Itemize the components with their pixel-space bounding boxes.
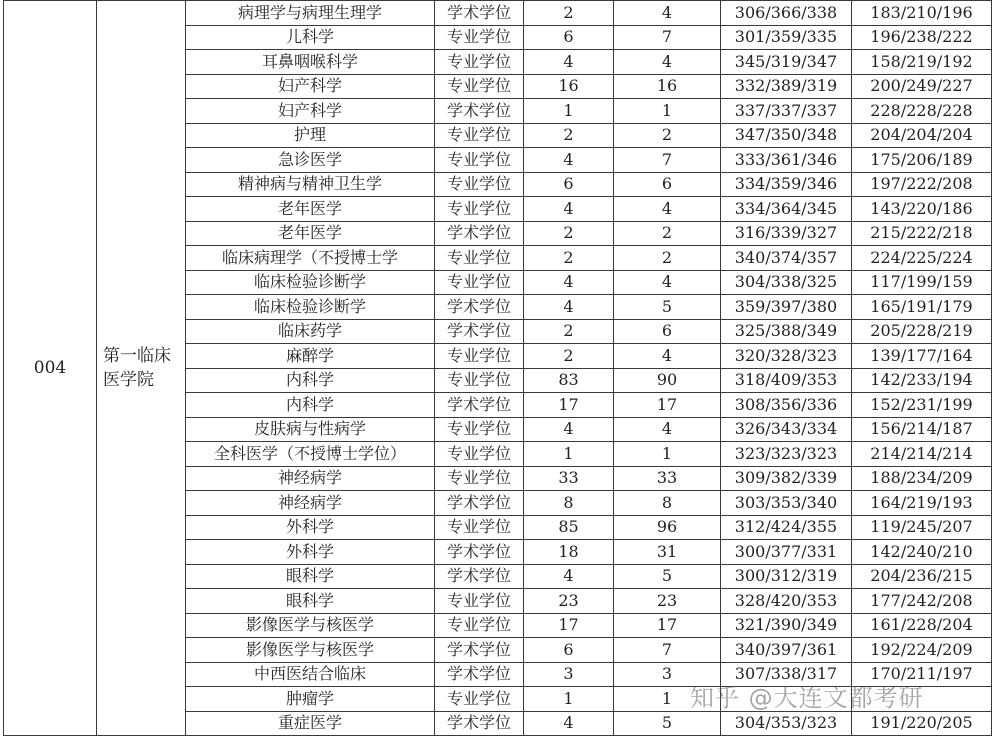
plan-count-cell: 16 [524,74,614,99]
subject-score-cell: 228/228/228 [852,99,992,124]
plan-count-cell: 2 [524,246,614,271]
total-score-cell: 300/377/331 [721,540,852,565]
plan-count-cell: 17 [524,393,614,418]
total-score-cell: 301/359/335 [721,25,852,50]
total-score-cell: 308/356/336 [721,393,852,418]
subject-score-cell: 177/242/208 [852,589,992,614]
plan-count-cell: 4 [524,50,614,75]
subject-score-cell: 204/204/204 [852,123,992,148]
total-score-cell: 304/353/323 [721,711,852,736]
total-score-cell: 304/338/325 [721,270,852,295]
degree-type-cell: 专业学位 [435,148,524,173]
plan-count-cell: 2 [524,344,614,369]
table-body [4,1,992,736]
plan-count-cell: 33 [524,466,614,491]
major-cell: 神经病学 [186,491,435,516]
degree-type-cell: 专业学位 [435,74,524,99]
major-cell: 麻醉学 [186,344,435,369]
major-cell: 影像医学与核医学 [186,613,435,638]
admit-count-cell: 4 [614,344,721,369]
subject-score-cell: 119/245/207 [852,515,992,540]
subject-score-cell: 196/238/222 [852,25,992,50]
total-score-cell: 359/397/380 [721,295,852,320]
total-score-cell: 300/312/319 [721,564,852,589]
subject-score-cell: 158/219/192 [852,50,992,75]
plan-count-cell: 85 [524,515,614,540]
major-cell: 耳鼻咽喉科学 [186,50,435,75]
total-score-cell: 340/374/357 [721,246,852,271]
degree-type-cell: 学术学位 [435,99,524,124]
admit-count-cell: 33 [614,466,721,491]
admit-count-cell: 23 [614,589,721,614]
plan-count-cell: 8 [524,491,614,516]
total-score-cell: 334/359/346 [721,172,852,197]
total-score-cell: 333/361/346 [721,148,852,173]
degree-type-cell: 学术学位 [435,393,524,418]
degree-type-cell: 专业学位 [435,344,524,369]
major-cell: 神经病学 [186,466,435,491]
major-cell: 肿瘤学 [186,687,435,712]
total-score-cell: 326/343/334 [721,417,852,442]
total-score-cell: 347/350/348 [721,123,852,148]
subject-score-cell: 183/210/196 [852,1,992,26]
degree-type-cell: 专业学位 [435,613,524,638]
subject-score-cell: 215/222/218 [852,221,992,246]
subject-score-cell: 142/240/210 [852,540,992,565]
plan-count-cell: 1 [524,442,614,467]
subject-score-cell: 191/220/205 [852,711,992,736]
major-cell: 重症医学 [186,711,435,736]
degree-type-cell: 学术学位 [435,221,524,246]
admit-count-cell: 1 [614,99,721,124]
subject-score-cell: 175/206/189 [852,148,992,173]
degree-type-cell: 学术学位 [435,319,524,344]
plan-count-cell: 18 [524,540,614,565]
subject-score-cell [852,687,992,712]
admit-count-cell: 2 [614,123,721,148]
plan-count-cell: 6 [524,25,614,50]
degree-type-cell: 专业学位 [435,515,524,540]
admit-count-cell: 5 [614,564,721,589]
subject-score-cell: 188/234/209 [852,466,992,491]
total-score-cell: 303/353/340 [721,491,852,516]
admit-count-cell: 8 [614,491,721,516]
major-cell: 儿科学 [186,25,435,50]
major-cell: 临床药学 [186,319,435,344]
total-score-cell: 332/389/319 [721,74,852,99]
total-score-cell: 316/339/327 [721,221,852,246]
plan-count-cell: 83 [524,368,614,393]
major-cell: 中西医结合临床 [186,662,435,687]
admit-count-cell: 2 [614,246,721,271]
major-cell: 妇产科学 [186,99,435,124]
major-cell: 精神病与精神卫生学 [186,172,435,197]
total-score-cell: 320/328/323 [721,344,852,369]
major-cell: 临床病理学（不授博士学 [186,246,435,271]
major-cell: 病理学与病理生理学 [186,1,435,26]
subject-score-cell: 170/211/197 [852,662,992,687]
degree-type-cell: 专业学位 [435,172,524,197]
plan-count-cell: 4 [524,197,614,222]
plan-count-cell: 2 [524,221,614,246]
major-cell: 外科学 [186,540,435,565]
degree-type-cell: 学术学位 [435,638,524,663]
subject-score-cell: 152/231/199 [852,393,992,418]
total-score-cell: 306/366/338 [721,1,852,26]
admit-count-cell: 4 [614,270,721,295]
admit-count-cell: 17 [614,613,721,638]
subject-score-cell: 224/225/224 [852,246,992,271]
plan-count-cell: 17 [524,613,614,638]
total-score-cell: 340/397/361 [721,638,852,663]
degree-type-cell: 学术学位 [435,540,524,565]
plan-count-cell: 4 [524,417,614,442]
plan-count-cell: 4 [524,270,614,295]
major-cell: 临床检验诊断学 [186,295,435,320]
degree-type-cell: 学术学位 [435,491,524,516]
major-cell: 全科医学（不授博士学位） [186,442,435,467]
degree-type-cell: 学术学位 [435,662,524,687]
subject-score-cell: 214/214/214 [852,442,992,467]
admit-count-cell: 1 [614,687,721,712]
admit-count-cell: 2 [614,221,721,246]
admit-count-cell: 3 [614,662,721,687]
major-cell: 妇产科学 [186,74,435,99]
college-cell [97,1,186,736]
major-cell: 眼科学 [186,564,435,589]
college-name-line2: 医学院 [103,370,154,390]
total-score-cell: 309/382/339 [721,466,852,491]
admit-count-cell: 1 [614,442,721,467]
plan-count-cell: 4 [524,711,614,736]
plan-count-cell: 2 [524,1,614,26]
total-score-cell: 312/424/355 [721,515,852,540]
plan-count-cell: 6 [524,638,614,663]
plan-count-cell: 2 [524,319,614,344]
degree-type-cell: 专业学位 [435,50,524,75]
degree-type-cell: 专业学位 [435,246,524,271]
dept-code-cell: 004 [4,1,97,736]
plan-count-cell: 1 [524,99,614,124]
major-cell: 急诊医学 [186,148,435,173]
admit-count-cell: 7 [614,638,721,663]
admit-count-cell: 7 [614,148,721,173]
degree-type-cell: 专业学位 [435,368,524,393]
subject-score-cell: 200/249/227 [852,74,992,99]
major-cell: 眼科学 [186,589,435,614]
major-cell: 皮肤病与性病学 [186,417,435,442]
total-score-cell: 334/364/345 [721,197,852,222]
subject-score-cell: 164/219/193 [852,491,992,516]
plan-count-cell: 4 [524,295,614,320]
total-score-cell: 345/319/347 [721,50,852,75]
subject-score-cell: 165/191/179 [852,295,992,320]
admit-count-cell: 17 [614,393,721,418]
plan-count-cell: 23 [524,589,614,614]
subject-score-cell: 117/199/159 [852,270,992,295]
total-score-cell: 307/338/317 [721,662,852,687]
subject-score-cell: 139/177/164 [852,344,992,369]
watermark: 知乎 @大连文都考研 [690,684,924,712]
degree-type-cell: 专业学位 [435,442,524,467]
total-score-cell: 337/337/337 [721,99,852,124]
subject-score-cell: 205/228/219 [852,319,992,344]
admit-count-cell: 90 [614,368,721,393]
degree-type-cell: 专业学位 [435,25,524,50]
admit-count-cell: 4 [614,1,721,26]
plan-count-cell: 4 [524,564,614,589]
degree-type-cell: 专业学位 [435,417,524,442]
subject-score-cell: 197/222/208 [852,172,992,197]
plan-count-cell: 3 [524,662,614,687]
major-cell: 老年医学 [186,197,435,222]
major-cell: 老年医学 [186,221,435,246]
admit-count-cell: 7 [614,25,721,50]
subject-score-cell: 192/224/209 [852,638,992,663]
admit-count-cell: 5 [614,711,721,736]
major-cell: 临床检验诊断学 [186,270,435,295]
degree-type-cell: 专业学位 [435,123,524,148]
plan-count-cell: 2 [524,123,614,148]
admit-count-cell: 6 [614,319,721,344]
admit-count-cell: 4 [614,197,721,222]
college-name-line1: 第一临床 [103,346,171,366]
plan-count-cell: 4 [524,148,614,173]
degree-type-cell: 学术学位 [435,564,524,589]
plan-count-cell: 6 [524,172,614,197]
degree-type-cell: 学术学位 [435,711,524,736]
plan-count-cell: 1 [524,687,614,712]
admit-count-cell: 6 [614,172,721,197]
total-score-cell: 325/388/349 [721,319,852,344]
total-score-cell: 323/323/323 [721,442,852,467]
major-cell: 外科学 [186,515,435,540]
subject-score-cell: 204/236/215 [852,564,992,589]
subject-score-cell: 143/220/186 [852,197,992,222]
total-score-cell [721,687,852,712]
admit-count-cell: 4 [614,50,721,75]
degree-type-cell: 专业学位 [435,589,524,614]
admit-count-cell: 16 [614,74,721,99]
subject-score-cell: 161/228/204 [852,613,992,638]
degree-type-cell: 学术学位 [435,295,524,320]
total-score-cell: 318/409/353 [721,368,852,393]
degree-type-cell: 专业学位 [435,466,524,491]
subject-score-cell: 156/214/187 [852,417,992,442]
admit-count-cell: 96 [614,515,721,540]
major-cell: 内科学 [186,393,435,418]
admission-table [3,0,992,736]
admit-count-cell: 5 [614,295,721,320]
degree-type-cell: 学术学位 [435,1,524,26]
admit-count-cell: 4 [614,417,721,442]
subject-score-cell: 142/233/194 [852,368,992,393]
table-row [4,1,992,26]
major-cell: 影像医学与核医学 [186,638,435,663]
degree-type-cell: 专业学位 [435,197,524,222]
major-cell: 内科学 [186,368,435,393]
total-score-cell: 321/390/349 [721,613,852,638]
degree-type-cell: 专业学位 [435,687,524,712]
admit-count-cell: 31 [614,540,721,565]
total-score-cell: 328/420/353 [721,589,852,614]
degree-type-cell: 专业学位 [435,270,524,295]
major-cell: 护理 [186,123,435,148]
